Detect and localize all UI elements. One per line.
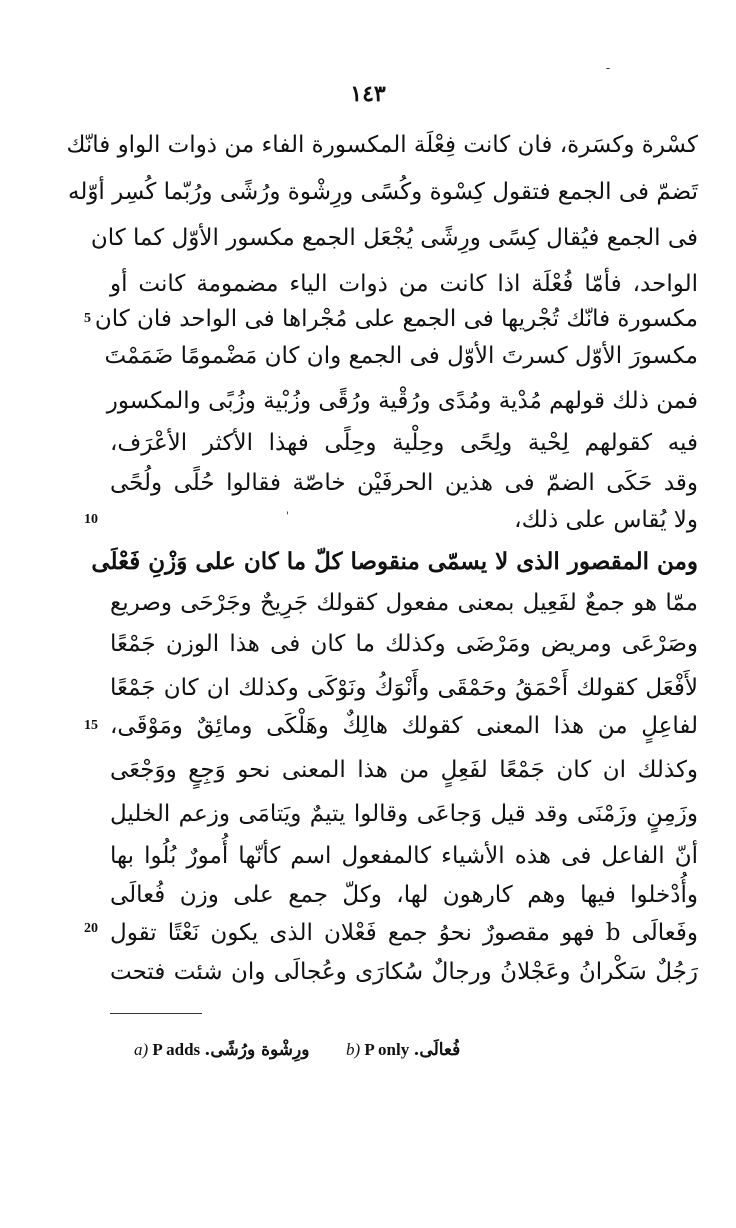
body-line-6: مكسورَ الأوّل كسرتَ الأوّل فى الجمع وان كان مَضْمومًا ضَمَمْتَ: [104, 343, 698, 369]
body-line-4: الواحد، فأمّا فُعْلَة اذا كانت من ذوات الياء مضمومة كانت أو: [110, 271, 698, 297]
footnote-a-label: a): [134, 1040, 149, 1059]
body-line-14: لأَفْعَل كقولك أَحْمَقُ وحَمْقَى وأَنْوَكُ ونَوْكَى وكذلك ان كان جَمْعًا: [110, 675, 698, 701]
body-line-20: وفَعالَى b فهو مقصورٌ نحوُ جمع فَعْلان الذى يكون نَعْتًا تقول: [110, 920, 698, 946]
footnote-b-arabic: فُعالَى.: [413, 1040, 461, 1060]
footnote-b-label: b): [345, 1040, 361, 1059]
body-line-16: وكذلك ان كان جَمْعًا لفَعِلٍ من هذا المعنى نحو وَجِعٍ ووَجْعَى: [110, 757, 698, 783]
footnote-a-arabic: ورِشْوة ورُشًى.: [204, 1040, 310, 1060]
footnote-a-text: P adds: [152, 1040, 201, 1059]
body-line-8: فيه كقولهم لِحْية ولِحًى وحِلْية وحِلًى فهذا الأكثر الأعْرَف،: [110, 430, 698, 456]
body-line-2: تَضمّ فى الجمع فتقول كِسْوة وكُسًى ورِشْوة ورُشًى ورُبّما كُسِر أوّله: [67, 179, 698, 205]
body-line-5: مكسورة فانّك تُجْريها فى الجمع على مُجْراها فى الواحد فان كان: [94, 306, 698, 332]
footnotes: [134, 1038, 460, 1062]
body-line-19: وأُدْخلوا فيها وهم كارهون لها، وكلّ جمع على وزن فُعالَى: [110, 882, 698, 908]
body-line-10: ولا يُقاس على ذلك،: [514, 507, 698, 533]
body-line-7: فمن ذلك قولهم مُدْية ومُدًى ورُقْية ورُقًى وزُبْية وزُبًى والمكسور: [106, 388, 698, 414]
body-line-13: وصَرْعَى ومريض ومَرْضَى وكذلك ما كان فى هذا الوزن جَمْعًا: [110, 631, 698, 657]
body-line-15: لفاعِلٍ من هذا المعنى كقولك هالِكٌ وهَلْكَى ومائِقٌ ومَوْقَى،: [110, 713, 698, 739]
body-line-12: ممّا هو جمعٌ لفَعِيل بمعنى مفعول كقولك جَرِيحٌ وجَرْحَى وصريع: [110, 590, 698, 616]
page-number: ١٤٣: [350, 81, 386, 107]
line-number-20: 20: [84, 921, 98, 936]
body-line-9: وقد حَكَى الضمّ فى هذين الحرفَيْن خاصّة فقالوا حُلًى ولُحًى: [110, 470, 698, 496]
body-line-21: رَجُلٌ سَكْرانُ وعَجْلانُ ورجالٌ سُكارَى وعُجالَى وان شئت فتحت: [110, 959, 698, 985]
body-line-1: كسْرة وكسَرة، فان كانت فِعْلَة المكسورة الفاء من ذوات الواو فانّك: [66, 132, 698, 158]
line-number-10: 10: [84, 512, 98, 527]
footnote-b-text: P only: [364, 1040, 410, 1059]
body-line-17: وزَمِنٍ وزَمْنَى وقد قيل وَجاعَى وقالوا يتيمٌ ويَتامَى وزعم الخليل: [110, 801, 698, 827]
body-line-3: فى الجمع فيُقال كِسًى ورِشًى يُجْعَل الجمع مكسور الأوّل كما كان: [90, 225, 698, 251]
stray-mark: ': [286, 511, 289, 522]
body-line-11: ومن المقصور الذى لا يسمّى منقوصا كلّ ما كان على وَزْنِ فَعْلَى: [91, 548, 698, 575]
corner-mark: -: [606, 61, 611, 75]
footnote-rule: [110, 1013, 202, 1014]
line-number-5: 5: [84, 311, 91, 326]
line-number-15: 15: [84, 718, 98, 733]
body-line-18: أنّ الفاعل فى هذه الأشياء كالمفعول اسم كأنّها أُمورٌ بُلُوا بها: [110, 843, 698, 869]
